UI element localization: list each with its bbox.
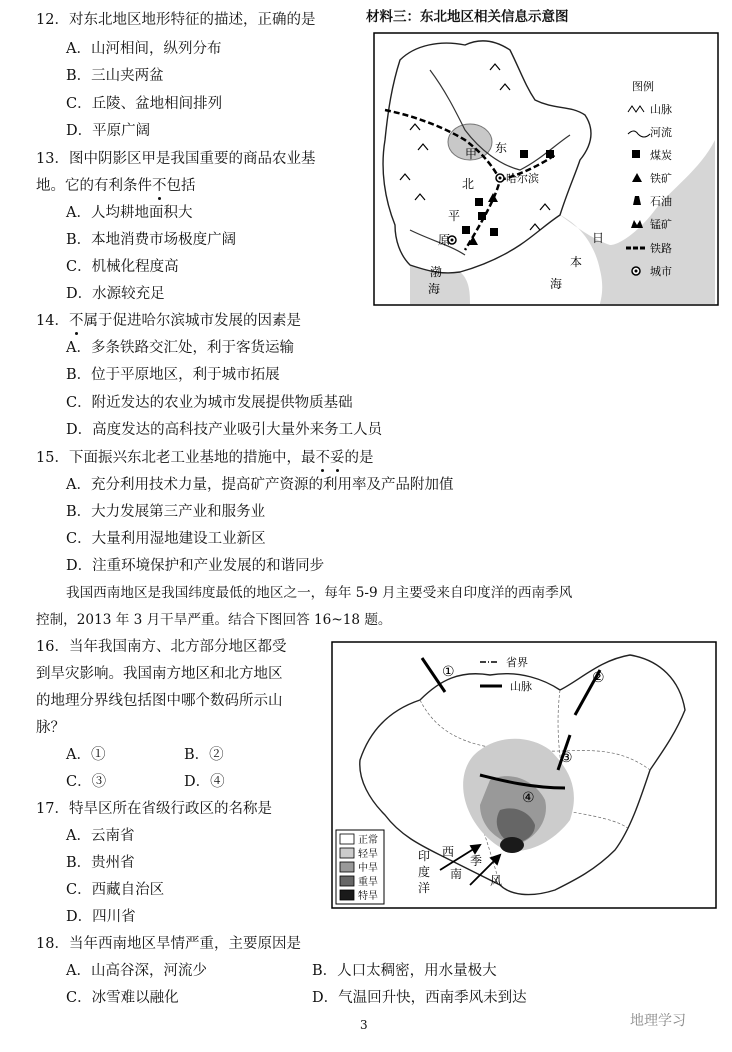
label-4: ④ bbox=[522, 790, 535, 806]
q12-stem: 12．对东北地区地形特征的描述，正确的是 bbox=[36, 12, 316, 28]
legend-manganese: 锰矿 bbox=[650, 218, 672, 231]
label-nan: 南 bbox=[450, 867, 463, 881]
q12-option-b: B．三山夹两盆 bbox=[66, 68, 164, 84]
label-ri: 日 bbox=[592, 231, 605, 245]
q13-emphasis: 不 bbox=[152, 178, 167, 194]
label-feng: 风 bbox=[490, 874, 503, 888]
label-1: ① bbox=[442, 664, 455, 680]
q15-stem-text-end: 的是 bbox=[344, 450, 374, 466]
q16-option-b: B．② bbox=[184, 747, 224, 763]
map1-title: 材料三：东北地区相关信息示意图 bbox=[366, 9, 569, 25]
label-dong: 东 bbox=[495, 141, 508, 155]
legend-city: 城市 bbox=[650, 265, 672, 278]
label-harbin: 哈尔滨 bbox=[506, 172, 539, 185]
q14-number: 14． bbox=[36, 313, 69, 329]
label-ben: 本 bbox=[570, 255, 583, 269]
label-hai: 海 bbox=[428, 282, 441, 296]
intro-line2: 控制，2013 年 3 月干旱严重。结合下图回答 16~18 题。 bbox=[36, 612, 392, 628]
q15-emphasis-2: 妥 bbox=[329, 450, 345, 466]
page-number: 3 bbox=[360, 1018, 368, 1032]
legend-iron: 铁矿 bbox=[650, 172, 672, 185]
label-hai2: 海 bbox=[550, 277, 563, 291]
label-jia: 甲 bbox=[465, 147, 478, 161]
q15-option-d: D．注重环境保护和产业发展的和谐同步 bbox=[66, 558, 325, 574]
drought-legend bbox=[336, 830, 384, 904]
legend-mountain-line: 山脉 bbox=[510, 680, 532, 693]
drought-label-3: 重旱 bbox=[358, 877, 378, 888]
q18-option-b: B．人口太稠密，用水量极大 bbox=[312, 963, 497, 979]
q12-option-a: A．山河相间，纵列分布 bbox=[66, 41, 222, 57]
q14-emphasis: 不 bbox=[68, 313, 84, 329]
coal-icon bbox=[632, 150, 640, 158]
q15-option-a: A．充分利用技术力量，提高矿产资源的利用率及产品附加值 bbox=[66, 477, 454, 493]
label-3: ③ bbox=[560, 750, 573, 766]
q13-option-d: D．水源较充足 bbox=[66, 286, 165, 302]
q13-option-b: B．本地消费市场极度广阔 bbox=[66, 232, 237, 248]
northeast-map bbox=[370, 30, 722, 308]
q18-option-c: C．冰雪难以融化 bbox=[66, 990, 179, 1006]
q13-option-c: C．机械化程度高 bbox=[66, 259, 179, 275]
q17-option-d: D．四川省 bbox=[66, 909, 136, 925]
label-xi: 西 bbox=[442, 845, 455, 859]
legend-title: 图例 bbox=[632, 80, 654, 93]
q16-option-d: D．④ bbox=[184, 774, 225, 790]
q17-option-a: A．云南省 bbox=[66, 828, 135, 844]
label-yang: 洋 bbox=[418, 881, 431, 895]
drought-swatch-2 bbox=[340, 862, 354, 872]
drought-swatch-0 bbox=[340, 834, 354, 844]
q14-stem bbox=[36, 312, 301, 330]
label-bo: 渤 bbox=[430, 265, 443, 279]
drought-label-2: 中旱 bbox=[358, 863, 378, 874]
q15-option-b: B．大力发展第三产业和服务业 bbox=[66, 504, 266, 520]
drought-swatch-3 bbox=[340, 876, 354, 886]
legend-mountain: 山脉 bbox=[650, 103, 672, 116]
q15-emphasis-1: 不 bbox=[315, 450, 330, 466]
q14-option-c: C．附近发达的农业为城市发展提供物质基础 bbox=[66, 395, 353, 411]
q14-option-a: A．多条铁路交汇处，利于客货运输 bbox=[66, 340, 294, 356]
legend-river: 河流 bbox=[650, 126, 672, 139]
drought-swatch-1 bbox=[340, 848, 354, 858]
q15-stem bbox=[36, 449, 373, 467]
drought-label-0: 正常 bbox=[358, 835, 378, 846]
intro-line1: 我国西南地区是我国纬度最低的地区之一，每年 5-9 月主要受来自印度洋的西南季风 bbox=[66, 585, 573, 601]
q18-stem: 18．当年西南地区旱情严重，主要原因是 bbox=[36, 936, 301, 952]
q17-option-b: B．贵州省 bbox=[66, 855, 135, 871]
label-du: 度 bbox=[418, 865, 431, 879]
q15-stem-text: 15．下面振兴东北老工业基地的措施中，最 bbox=[36, 450, 316, 466]
label-ping: 平 bbox=[448, 209, 461, 223]
legend-railway: 铁路 bbox=[650, 242, 672, 255]
drought-label-4: 特旱 bbox=[358, 891, 378, 902]
q18-option-a: A．山高谷深，河流少 bbox=[66, 963, 207, 979]
q13-option-a: A．人均耕地面积大 bbox=[66, 205, 193, 221]
q16-option-c: C．③ bbox=[66, 774, 107, 790]
q15-option-c: C．大量利用湿地建设工业新区 bbox=[66, 531, 266, 547]
q12-option-c: C．丘陵、盆地相间排列 bbox=[66, 96, 223, 112]
q16-stem-line1: 16．当年我国南方、北方部分地区都受 bbox=[36, 639, 287, 655]
legend-province: 省界 bbox=[506, 656, 528, 669]
q14-option-b: B．位于平原地区，利于城市拓展 bbox=[66, 367, 280, 383]
q12-option-d: D．平原广阔 bbox=[66, 123, 151, 139]
drought-swatch-4 bbox=[340, 890, 354, 900]
drought-label-1: 轻旱 bbox=[358, 849, 378, 860]
label-bei: 北 bbox=[462, 177, 475, 191]
drought-extreme bbox=[500, 837, 524, 853]
q18-option-d: D．气温回升快，西南季风未到达 bbox=[312, 990, 527, 1006]
q16-stem-line2: 到旱灾影响。我国南方地区和北方地区 bbox=[36, 666, 283, 682]
q13-stem-text-end: 包括 bbox=[166, 178, 196, 194]
label-yin: 印 bbox=[418, 849, 431, 863]
label-yuan: 原 bbox=[438, 233, 451, 247]
q14-stem-text: 属于促进哈尔滨城市发展的因素是 bbox=[83, 313, 301, 329]
watermark: 地理学习 bbox=[630, 1013, 686, 1029]
q17-option-c: C．西藏自治区 bbox=[66, 882, 165, 898]
legend-oil: 石油 bbox=[650, 195, 672, 208]
q13-stem-line1: 13．图中阴影区甲是我国重要的商品农业基 bbox=[36, 151, 316, 167]
china-drought-map bbox=[330, 640, 718, 910]
q16-option-a: A．① bbox=[66, 747, 106, 763]
q17-stem: 17．特旱区所在省级行政区的名称是 bbox=[36, 801, 272, 817]
q13-stem-text: 地。它的有利条件 bbox=[36, 178, 152, 194]
label-ji: 季 bbox=[470, 854, 483, 868]
q13-stem-line2 bbox=[36, 177, 196, 195]
legend-coal: 煤炭 bbox=[650, 149, 672, 162]
label-2: ② bbox=[592, 670, 605, 686]
q14-option-d: D．高度发达的高科技产业吸引大量外来务工人员 bbox=[66, 422, 383, 438]
q16-stem-line4: 脉？ bbox=[36, 720, 65, 736]
q16-stem-line3: 的地理分界线包括图中哪个数码所示山 bbox=[36, 693, 283, 709]
